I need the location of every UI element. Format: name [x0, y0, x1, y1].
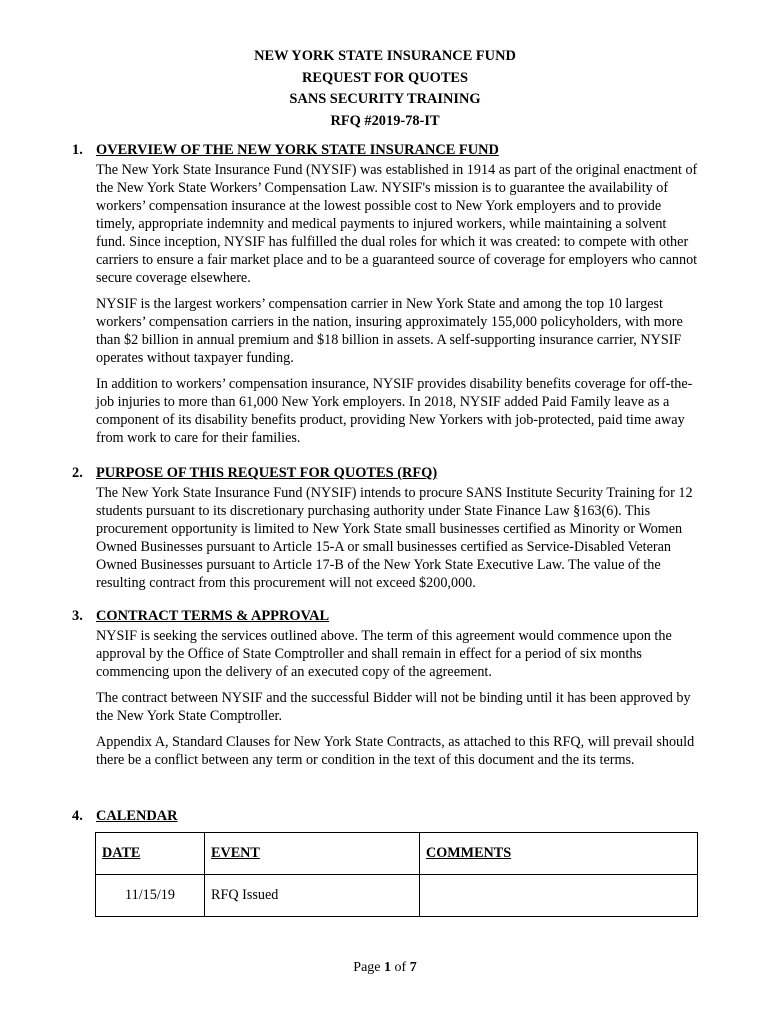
- section-heading: [72, 463, 698, 483]
- section-overview: [72, 140, 698, 447]
- paragraph: In addition to workers’ compensation insurance, NYSIF provides disability benefits coverage for off-the-job injuries to more than 61,000 New York employers. In 2018, NYSIF added Paid Family leave as a component of its disability benefits product, providing New Yorkers with job-protected, paid time away from work to care for their families.: [96, 376, 693, 446]
- document-title: [0, 46, 770, 132]
- footer-page-total: 7: [409, 960, 417, 975]
- footer-page-number: 1: [384, 960, 392, 975]
- section-heading: [72, 606, 698, 626]
- section-heading: [72, 806, 698, 826]
- section-title: CALENDAR: [96, 808, 178, 824]
- header-comments: COMMENTS: [420, 833, 698, 875]
- footer-prefix: Page: [353, 960, 385, 975]
- paragraph: The contract between NYSIF and the successful Bidder will not be binding until it has been approved by the New York State Comptroller.: [96, 690, 691, 724]
- section-title: OVERVIEW OF THE NEW YORK STATE INSURANCE FUND: [96, 142, 499, 158]
- paragraph: The New York State Insurance Fund (NYSIF) intends to procure SANS Institute Security Training for 12 students pursuant to its discretionary purchasing authority under State Finance Law §163(6). This procurement opportunity is limited to New York State small businesses certified as Minority or Women Owned Businesses pursuant to Article 15-A or small businesses certified as Service-Disabled Veteran Owned Businesses pursuant to Article 17-B of the New York State Executive Law. The value of the resulting contract from this procurement will not exceed $200,000.: [96, 485, 693, 591]
- section-purpose: [72, 463, 698, 592]
- paragraph: NYSIF is the largest workers’ compensation carrier in New York State and among the top 10 largest workers’ compensation carriers in the nation, insuring approximately 155,000 policyholders, with more than $2 billion in annual premium and $18 billion in assets. A self-supporting insurance carrier, NYSIF operates without taxpayer funding.: [96, 296, 683, 366]
- section-number: 1.: [72, 142, 83, 158]
- section-number: 4.: [72, 808, 83, 824]
- section-number: 2.: [72, 465, 83, 481]
- paragraph: Appendix A, Standard Clauses for New York State Contracts, as attached to this RFQ, will prevail should there be a conflict between any term or condition in the text of this document and the its terms.: [96, 734, 695, 768]
- cell-comments: [420, 875, 698, 917]
- section-title: PURPOSE OF THIS REQUEST FOR QUOTES (RFQ): [96, 465, 438, 481]
- header-event: EVENT: [205, 833, 420, 875]
- paragraph: The New York State Insurance Fund (NYSIF) was established in 1914 as part of the original enactment of the New York State Workers’ Compensation Law. NYSIF's mission is to guarantee the availability of workers’ compensation insurance at the lowest possible cost to New York employers and to provide timely, appropriate indemnity and medical payments to injured workers, while maintaining a solvent fund. Since inception, NYSIF has fulfilled the dual roles for which it was created: to compete with other carriers to ensure a fair market place and to be a guaranteed source of coverage for employers who cannot secure coverage elsewhere.: [96, 162, 698, 286]
- section-number: 3.: [72, 608, 83, 624]
- section-calendar: [72, 806, 698, 826]
- title-line-2: REQUEST FOR QUOTES: [301, 69, 469, 86]
- title-line-1: NEW YORK STATE INSURANCE FUND: [254, 48, 516, 64]
- cell-date: 11/15/19: [96, 875, 205, 917]
- footer-middle: of: [391, 960, 410, 975]
- title-line-3: SANS SECURITY TRAINING: [289, 91, 481, 107]
- section-title: CONTRACT TERMS & APPROVAL: [96, 608, 330, 624]
- cell-event: RFQ Issued: [205, 875, 420, 917]
- section-heading: [72, 140, 698, 160]
- calendar-table: [95, 832, 698, 917]
- table-row: [96, 875, 698, 917]
- section-contract-terms: [72, 606, 698, 769]
- title-line-4: RFQ #2019-78-IT: [330, 112, 440, 129]
- header-date: DATE: [96, 833, 205, 875]
- paragraph: NYSIF is seeking the services outlined above. The term of this agreement would commence upon the approval by the Office of State Comptroller and shall remain in effect for a period of six months commencing upon the delivery of an executed copy of the agreement.: [96, 628, 672, 680]
- table-header-row: [96, 833, 698, 875]
- page-footer: [0, 960, 770, 976]
